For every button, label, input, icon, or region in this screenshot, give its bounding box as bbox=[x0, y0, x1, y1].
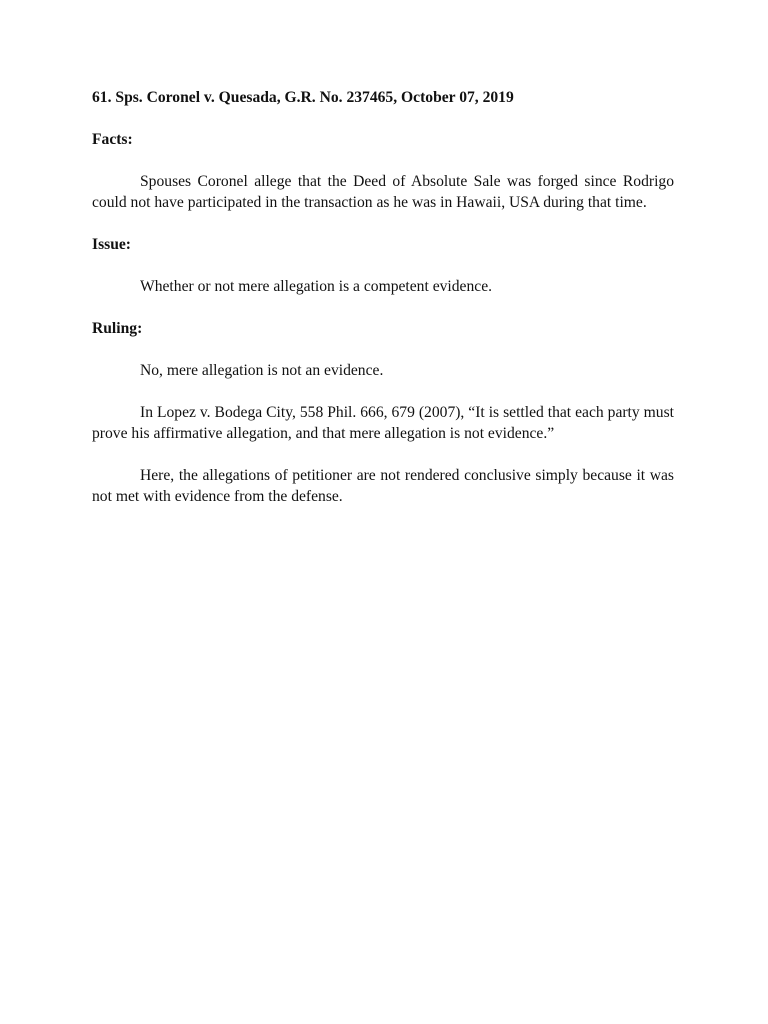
ruling-heading: Ruling: bbox=[92, 320, 143, 337]
case-title: 61. Sps. Coronel v. Quesada, G.R. No. 237465, October 07, 2019 bbox=[92, 89, 514, 106]
issue-heading: Issue: bbox=[92, 236, 131, 253]
ruling-paragraph-1: No, mere allegation is not an evidence. bbox=[140, 362, 384, 379]
facts-heading: Facts: bbox=[92, 131, 133, 148]
ruling-paragraph-3: Here, the allegations of petitioner are not rendered conclusive simply because it was not met with evidence from the defense. bbox=[92, 467, 674, 505]
facts-paragraph: Spouses Coronel allege that the Deed of Absolute Sale was forged since Rodrigo could not have participated in the transaction as he was in Hawaii, USA during that time. bbox=[92, 173, 674, 211]
ruling-paragraph-2: In Lopez v. Bodega City, 558 Phil. 666, 679 (2007), “It is settled that each party must prove his affirmative allegation, and that mere allegation is not evidence.” bbox=[92, 404, 674, 442]
issue-paragraph: Whether or not mere allegation is a competent evidence. bbox=[140, 278, 493, 295]
document-body bbox=[92, 87, 674, 528]
